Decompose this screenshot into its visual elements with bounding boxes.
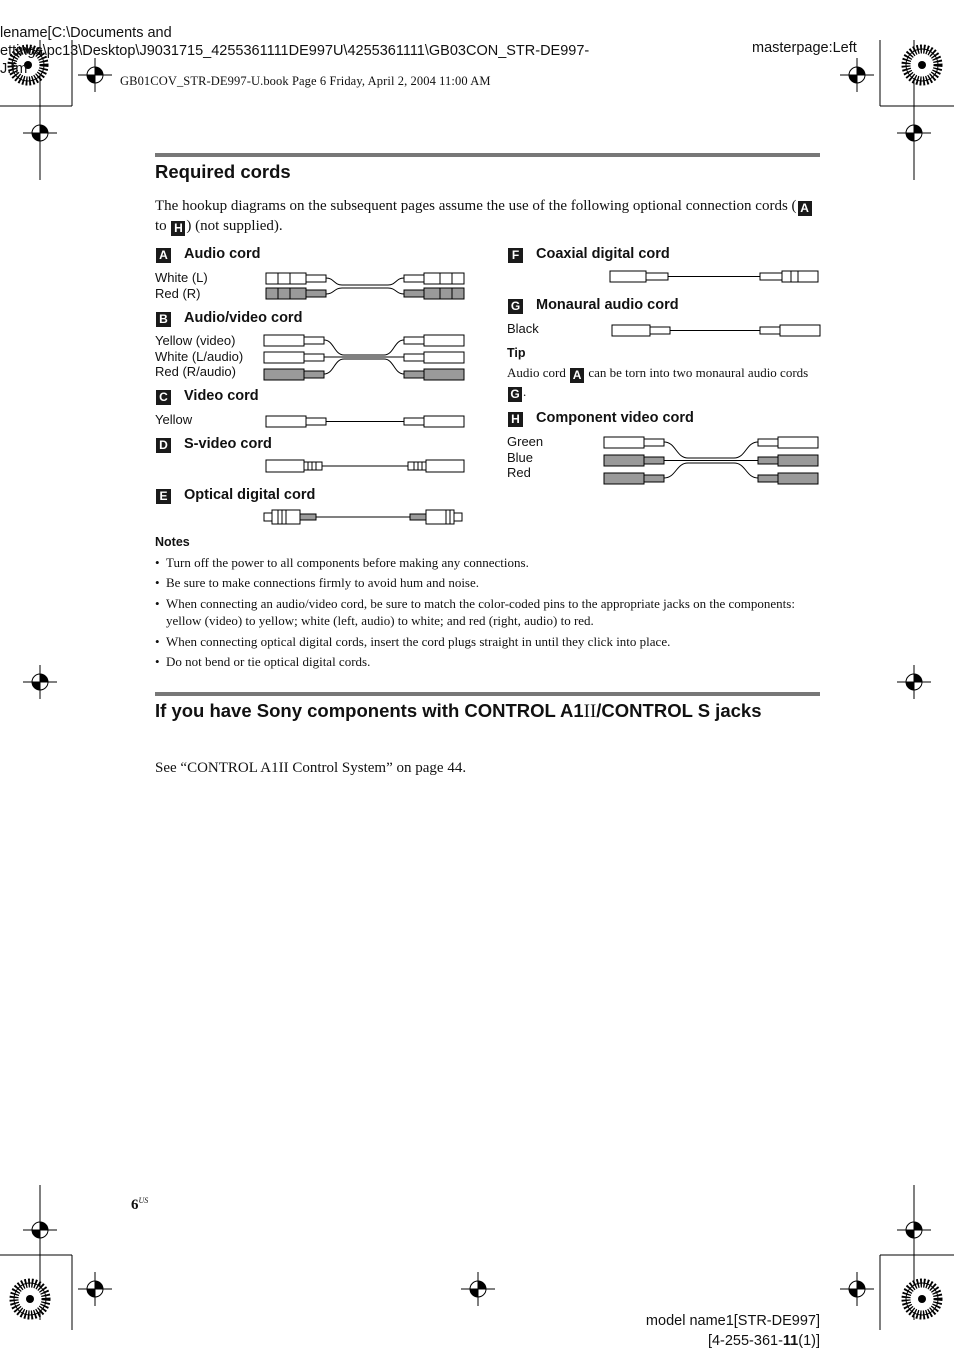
cord-c-badge: C xyxy=(156,390,171,405)
cord-f-illustration xyxy=(608,268,822,286)
note-item: • Turn off the power to all components before making any connections. xyxy=(155,555,529,570)
cord-b-illustration xyxy=(262,333,466,385)
note-item: • Be sure to make connections firmly to avoid hum and noise. xyxy=(155,575,480,590)
cord-f-title: F Coaxial digital cord xyxy=(507,246,670,263)
cord-e-badge: E xyxy=(156,489,171,504)
cord-h-badge: H xyxy=(508,412,523,427)
notes-heading: Notes xyxy=(155,535,190,549)
masterpage-label: masterpage:Left xyxy=(752,40,857,56)
intro-paragraph: The hookup diagrams on the subsequent pages assume the use of the following optional connection cords ( A to H ) (not supplied). xyxy=(155,196,820,236)
cord-d-title: D S-video cord xyxy=(155,436,272,453)
cord-g-label-black: Black xyxy=(507,321,539,336)
cord-h-label-green: Green xyxy=(507,434,544,449)
file-path-header: lename[C:\Documents and ettings\pc13\Desktop\J9031715_4255361111DE997U\4255361111\GB03CON_STR-DE997- J.fm xyxy=(0,25,590,77)
cord-b-title: B Audio/video cord xyxy=(155,310,302,327)
model-line-2: [4-255-361-11(1)] xyxy=(707,1333,820,1349)
cord-e-illustration xyxy=(262,507,466,527)
tip-heading: Tip xyxy=(507,346,526,360)
cord-b-label-red: Red (R/audio) xyxy=(155,364,236,379)
cord-f-badge: F xyxy=(508,248,523,263)
note-item: • When connecting an audio/video cord, be sure to match the color-coded pins to the appropriate jacks on the components: yellow (video) to yellow; white (left, audio) to white; and red (right, audio) to red. xyxy=(155,596,795,628)
cord-h-labels xyxy=(507,434,543,481)
book-info-line: GB01COV_STR-DE997-U.book Page 6 Friday, April 2, 2004 11:00 AM xyxy=(120,74,491,88)
section-title-control-a1: If you have Sony components with CONTROL A1II/CONTROL S jacks xyxy=(155,700,762,722)
cord-h-label-blue: Blue xyxy=(507,449,534,465)
cord-a-label-white: White (L) xyxy=(155,270,208,285)
cord-d-illustration xyxy=(264,456,466,476)
cord-c-illustration xyxy=(264,413,466,431)
cord-h-title: H Component video cord xyxy=(507,410,694,427)
cord-a-badge: A xyxy=(156,248,171,263)
tip-badge-a: A xyxy=(570,368,584,383)
cord-e-title: E Optical digital cord xyxy=(155,487,315,504)
badge-a: A xyxy=(798,201,812,216)
cord-b-label-yellow: Yellow (video) xyxy=(155,333,236,348)
cord-g-badge: G xyxy=(508,299,523,314)
tip-text: Audio cord A can be torn into two monaural audio cords G . xyxy=(507,365,809,401)
cord-a-illustration xyxy=(264,270,466,304)
badge-h: H xyxy=(171,221,185,236)
model-line-1: model name1[STR-DE997] xyxy=(645,1313,820,1329)
cord-d-badge: D xyxy=(156,438,171,453)
cord-b-label-white: White (L/audio) xyxy=(155,348,244,364)
tip-badge-g: G xyxy=(508,387,522,402)
note-item: • Do not bend or tie optical digital cords. xyxy=(155,654,371,669)
cord-c-title: C Video cord xyxy=(155,388,259,405)
section-rule xyxy=(155,692,820,696)
cord-a-label-red: Red (R) xyxy=(155,285,201,301)
cord-b-badge: B xyxy=(156,312,171,327)
note-item: • When connecting optical digital cords, insert the cord plugs straight in until they click into place. xyxy=(155,634,671,649)
cord-h-illustration xyxy=(602,434,822,488)
section2-body: See “CONTROL A1II Control System” on page 44. xyxy=(155,760,467,776)
section-rule xyxy=(155,153,820,157)
cord-a-labels xyxy=(155,270,208,301)
page-number: $6^{US}$ xyxy=(131,1196,149,1213)
cord-c-label-yellow: Yellow xyxy=(155,412,193,427)
cord-b-labels xyxy=(155,333,243,380)
cord-g-title: G Monaural audio cord xyxy=(507,297,679,314)
section-title-required-cords: Required cords xyxy=(155,161,291,182)
cord-g-illustration xyxy=(610,322,822,340)
cord-h-label-red: Red xyxy=(507,465,531,480)
model-name-footer xyxy=(646,1311,820,1351)
cord-a-title: A Audio cord xyxy=(155,246,261,263)
